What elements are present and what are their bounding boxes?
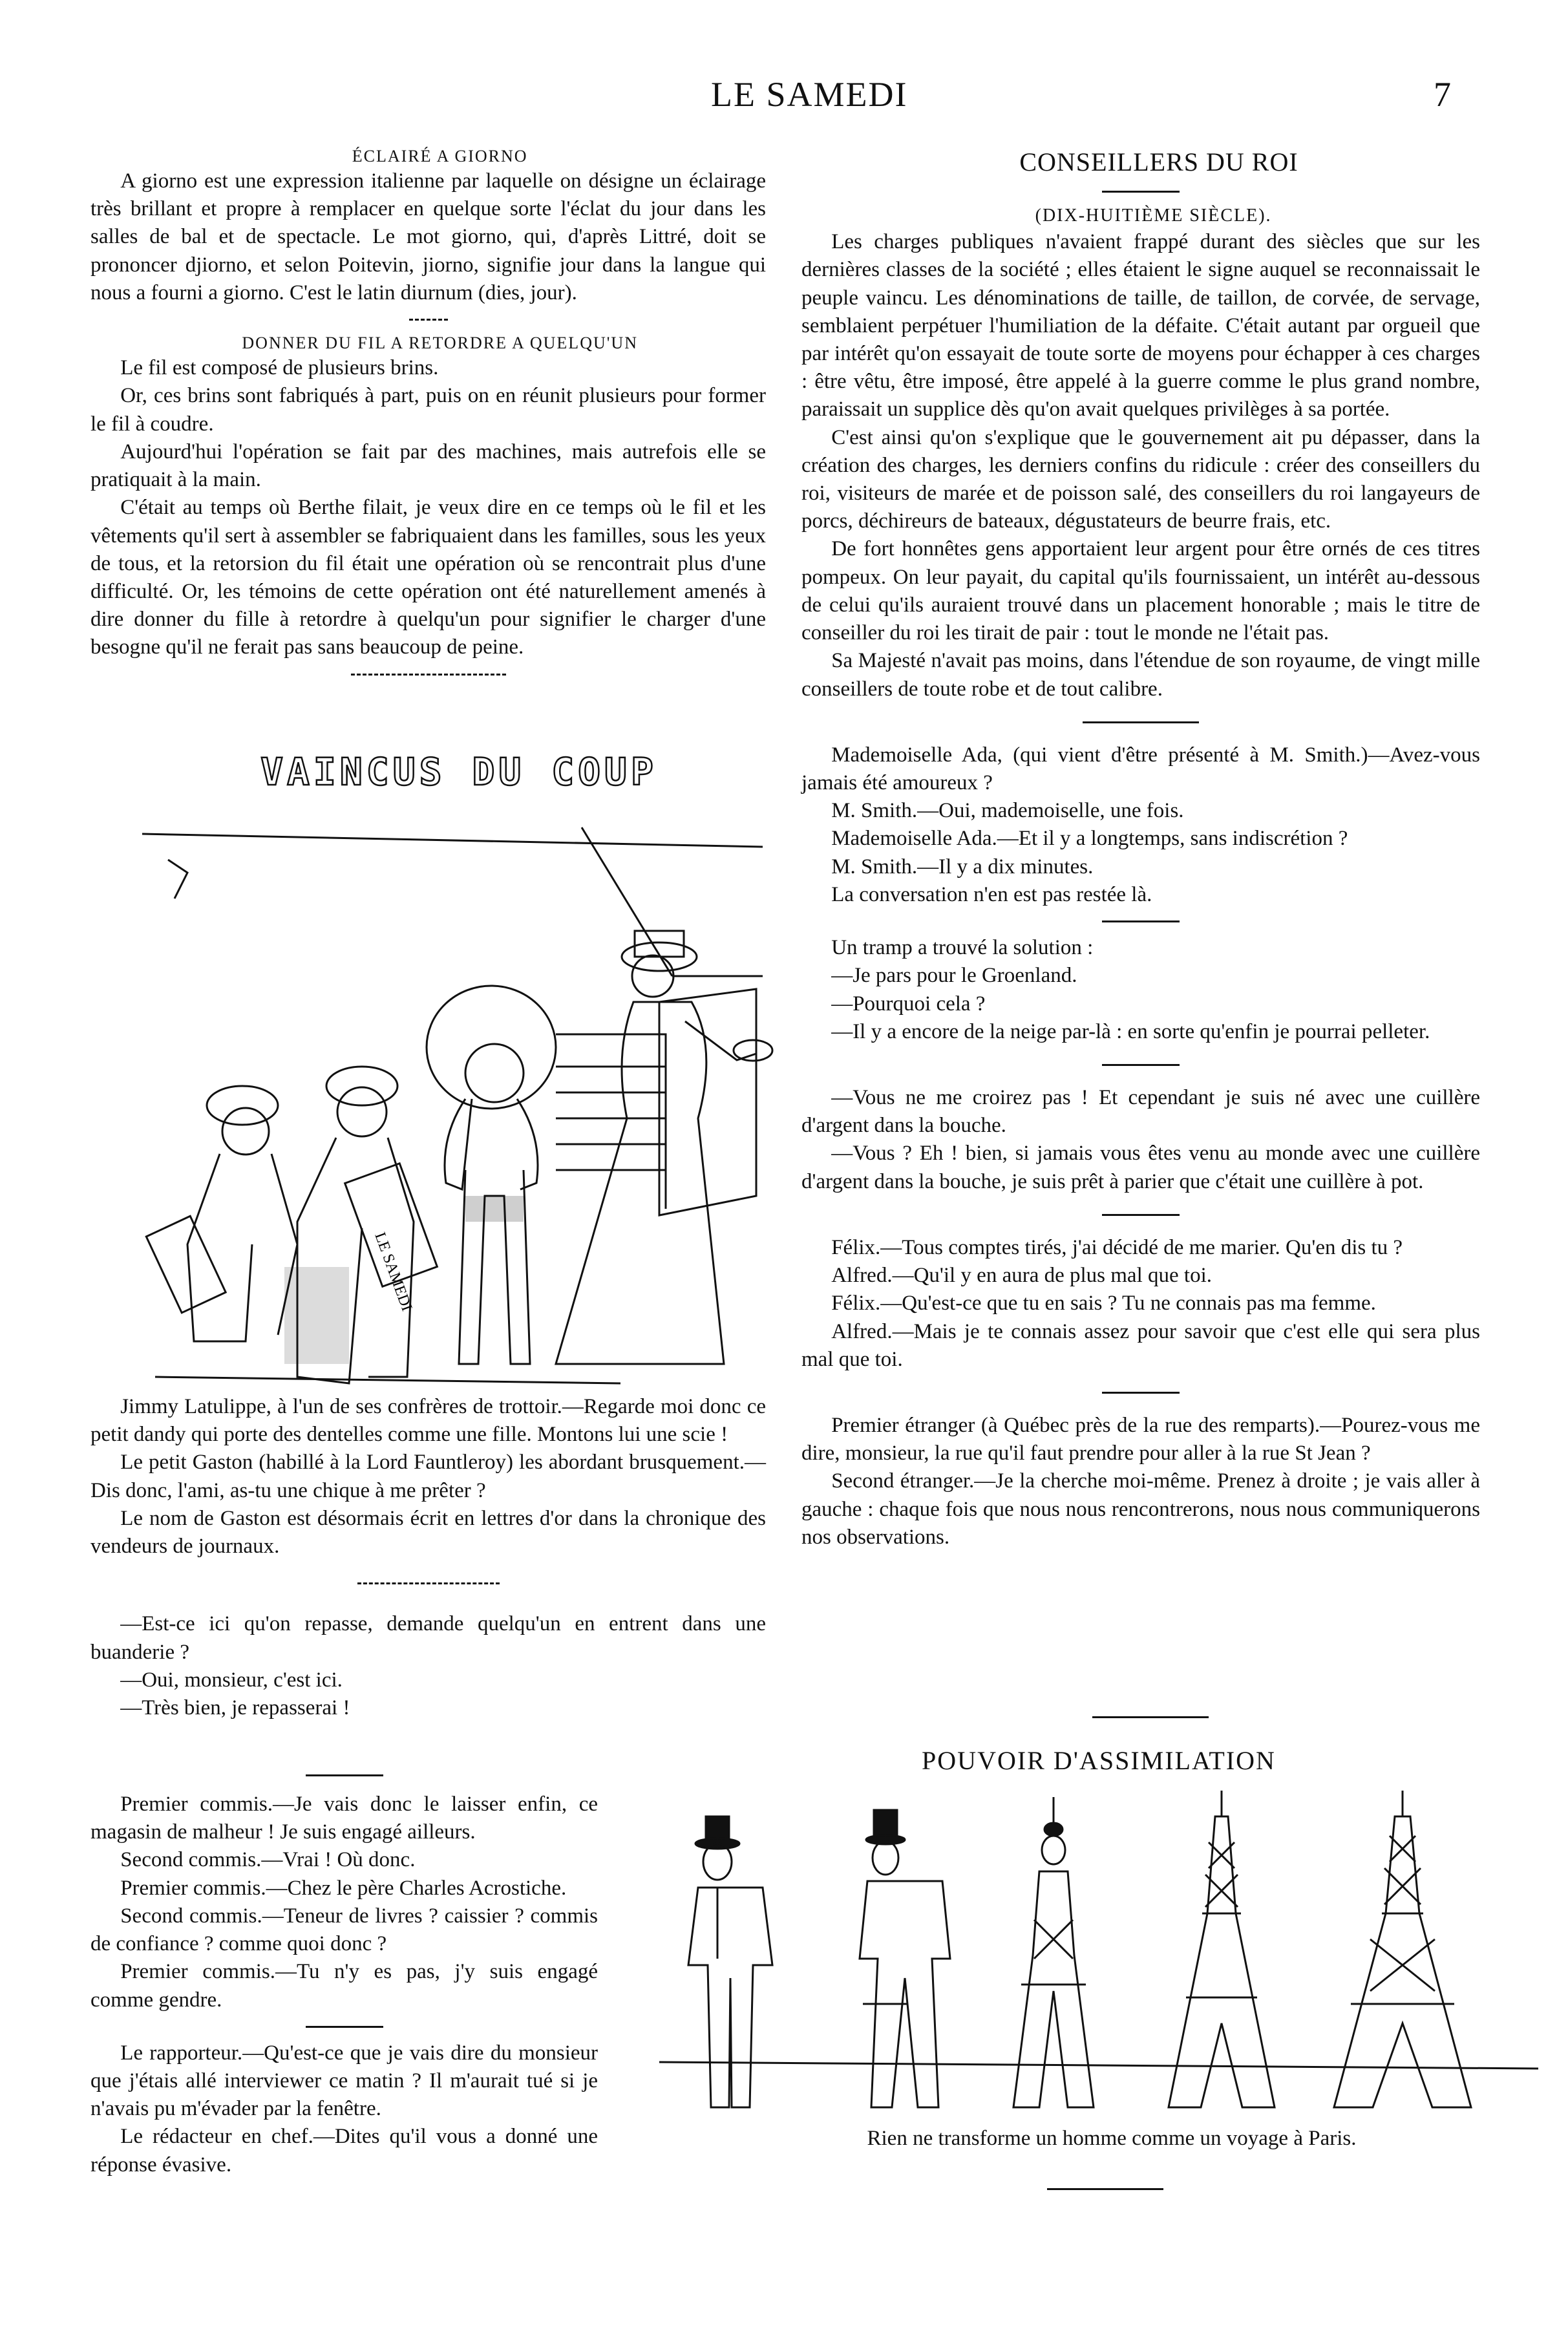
divider — [1047, 2188, 1163, 2190]
illustration-caption: Rien ne transforme un homme comme un voyage à Paris. — [867, 2127, 1357, 2150]
paragraph: —Je pars pour le Groenland. — [831, 964, 1077, 988]
illustration-title: POUVOIR D'ASSIMILATION — [922, 1746, 1276, 1775]
paragraph: Le rapporteur.—Qu'est-ce que je vais dire du monsieur que j'étais allé interviewer ce matin ? Il m'aurait tué si je n'avais pu m'évader par la fenêtre. — [90, 2041, 598, 2121]
figure-eiffel-tower-final — [1334, 1791, 1471, 2107]
page-number: 7 — [1434, 75, 1452, 114]
paragraph: C'est ainsi qu'on s'explique que le gouvernement ait pu dépasser, dans la création des charges, les derniers confins du ridicule : créer des conseillers du roi, visiteurs de marée et de poisson salé, des conseillers du roi langayeurs de porcs, déchireurs de bateaux, dégustateurs de beurre frais, etc. — [801, 425, 1480, 533]
divider — [409, 319, 448, 321]
paragraph: Aujourd'hui l'opération se fait par des machines, mais autrefois elle se pratiquait à la main. — [90, 440, 766, 492]
section-title: DONNER DU FIL A RETORDRE A QUELQU'UN — [242, 334, 638, 353]
paragraph: Un tramp a trouvé la solution : — [831, 936, 1094, 960]
paragraph: Le fil est composé de plusieurs brins. — [120, 356, 439, 380]
right-column — [801, 145, 1480, 1551]
paragraph: Premier commis.—Chez le père Charles Acrostiche. — [120, 1876, 567, 1900]
divider — [1102, 1392, 1180, 1394]
divider — [357, 1582, 500, 1584]
figure-eiffel-tower — [1169, 1791, 1275, 2107]
divider — [1102, 1214, 1180, 1216]
eiffel-transformation-illustration — [646, 1791, 1551, 2120]
paragraph: Mademoiselle Ada, (qui vient d'être présenté à M. Smith.)—Avez-vous jamais été amoureux ? — [801, 743, 1480, 794]
paragraph: Mademoiselle Ada.—Et il y a longtemps, sans indiscrétion ? — [831, 827, 1348, 851]
left-column-top — [90, 145, 766, 687]
paragraph: C'était au temps où Berthe filait, je veux dire en ce temps où le fil et les vêtements qu'il sert à assembler se fabriquaient dans les familles, sous les yeux de tous, et la retorsion du fil était une opération où se rencontrait plus d'une difficulté. Or, les témoins de cette opération ont été naturellement amenés à dire donner du fille à retordre à quelqu'un pour signifier le charger d'une besogne qu'il ne ferait pas sans beaucoup de peine. — [90, 496, 766, 659]
paragraph: —Oui, monsieur, c'est ici. — [120, 1668, 343, 1692]
paragraph: Félix.—Qu'est-ce que tu en sais ? Tu ne connais pas ma femme. — [831, 1292, 1376, 1315]
paragraph: M. Smith.—Oui, mademoiselle, une fois. — [831, 799, 1184, 823]
section-subtitle: (DIX-HUITIÈME SIÈCLE). — [1035, 206, 1272, 226]
paragraph: Second étranger.—Je la cherche moi-même. Prenez à droite ; je vais aller à gauche : chaque fois que nous nous rencontrerons, nous nous communiquerons nos observations. — [801, 1469, 1480, 1549]
paragraph: Félix.—Tous comptes tirés, j'ai décidé de me marier. Qu'en dis tu ? — [831, 1235, 1403, 1259]
divider — [1102, 1064, 1180, 1066]
paragraph: —Il y a encore de la neige par-là : en sorte qu'enfin je pourrai pelleter. — [831, 1019, 1430, 1043]
street-scene-illustration — [129, 821, 776, 1390]
paragraph: Premier commis.—Je vais donc le laisser enfin, ce magasin de malheur ! Je suis engagé ailleurs. — [90, 1793, 598, 1844]
section-title: CONSEILLERS DU ROI — [1019, 147, 1298, 176]
paragraph: —Est-ce ici qu'on repasse, demande quelqu'un en entrent dans une buanderie ? — [90, 1612, 766, 1664]
caption-paragraph: Jimmy Latulippe, à l'un de ses confrères de trottoir.—Regarde moi donc ce petit dandy qui porte des dentelles comme une fille. Montons lui une scie ! — [90, 1395, 766, 1447]
paragraph: —Vous ? Eh ! bien, si jamais vous êtes venu au monde avec une cuillère d'argent dans la bouche, je suis prêt à parier que c'était une cuillère à pot. — [801, 1142, 1480, 1193]
paragraph: Les charges publiques n'avaient frappé durant des siècles que sur les dernières classes de la société ; elles étaient le signe auquel se reconnaissait le peuple vaincu. Les dénominations de taille, de taillon, de corvée, de servage, semblaient perpétuer l'humiliation de la défaite. C'était autant par orgueil que par intérêt qu'on essayait de toute sorte de moyens pour échapper à ces charges : être vêtu, être imposé, être appelé à la guerre comme le plus grand nombre, paraissait un supplice dès qu'on avait quelques privilèges à sa portée. — [801, 230, 1480, 421]
paragraph: Sa Majesté n'avait pas moins, dans l'étendue de son royaume, de vingt mille conseillers de toute robe et de tout calibre. — [801, 649, 1480, 701]
divider — [1092, 1716, 1209, 1718]
paragraph: Second commis.—Teneur de livres ? caissier ? commis de confiance ? comme quoi donc ? — [90, 1904, 598, 1956]
divider — [1083, 721, 1199, 723]
section-title: ÉCLAIRÉ A GIORNO — [352, 147, 528, 165]
paragraph: Or, ces brins sont fabriqués à part, puis on en réunit plusieurs pour former le fil à coudre. — [90, 384, 766, 436]
paragraph: —Très bien, je repasserai ! — [120, 1696, 350, 1719]
paragraph: Alfred.—Mais je te connais assez pour savoir que c'est elle qui sera plus mal que toi. — [801, 1319, 1480, 1371]
newspaper-label: LE SAMEDI — [371, 1230, 416, 1314]
caption-paragraph: Le petit Gaston (habillé à la Lord Fauntleroy) les abordant brusquement.—Dis donc, l'ami, as-tu une chique à me prêter ? — [90, 1451, 766, 1502]
paragraph: Second commis.—Vrai ! Où donc. — [120, 1848, 416, 1872]
paragraph: M. Smith.—Il y a dix minutes. — [831, 855, 1094, 878]
divider — [351, 674, 506, 676]
paragraph: Le rédacteur en chef.—Dites qu'il vous a donné une réponse évasive. — [90, 2125, 598, 2177]
divider — [306, 2026, 383, 2028]
paragraph: A giorno est une expression italienne par laquelle on désigne un éclairage très brillant et propre à remplacer en quelque sorte l'éclat du jour dans les salles de bal et de spectacle. Le mot giorno, qui, d'après Littré, doit se prononcer djiorno, et selon Poitevin, jiorno, signifie jour dans la langue qui nous a fourni a giorno. C'est le latin diurnum (dies, jour). — [90, 169, 766, 304]
paragraph: Premier commis.—Tu n'y es pas, j'y suis engagé comme gendre. — [90, 1960, 598, 2012]
caption-paragraph: Le nom de Gaston est désormais écrit en lettres d'or dans la chronique des vendeurs de journaux. — [90, 1506, 766, 1559]
paragraph: —Vous ne me croirez pas ! Et cependant je suis né avec une cuillère d'argent dans la bouche. — [801, 1085, 1480, 1138]
page-header-title: LE SAMEDI — [711, 75, 908, 114]
paragraph: Premier étranger (à Québec près de la rue des remparts).—Pourez-vous me dire, monsieur, la rue qu'il faut prendre pour aller à la rue St Jean ? — [801, 1413, 1480, 1465]
paragraph: La conversation n'en est pas restée là. — [831, 882, 1152, 906]
divider — [1102, 921, 1180, 922]
figure-half-tower — [1013, 1797, 1094, 2107]
paragraph: —Pourquoi cela ? — [831, 992, 986, 1016]
left-column-bottom — [90, 1393, 766, 1722]
illustration-title: VAINCUS DU COUP — [260, 750, 657, 794]
paragraph: De fort honnêtes gens apportaient leur argent pour être ornés de ces titres pompeux. On leur payait, du capital qu'ils fournissaient, un intérêt au-dessous de celui qu'ils auraient trouvé dans un placement honorable ; mais le titre de conseiller du roi les tirait de pair : tout le monde ne l'était pas. — [801, 537, 1480, 645]
paragraph: Alfred.—Qu'il y en aura de plus mal que toi. — [831, 1264, 1212, 1288]
left-narrow-column — [90, 1774, 598, 2179]
divider — [1102, 191, 1180, 193]
divider — [306, 1774, 383, 1776]
